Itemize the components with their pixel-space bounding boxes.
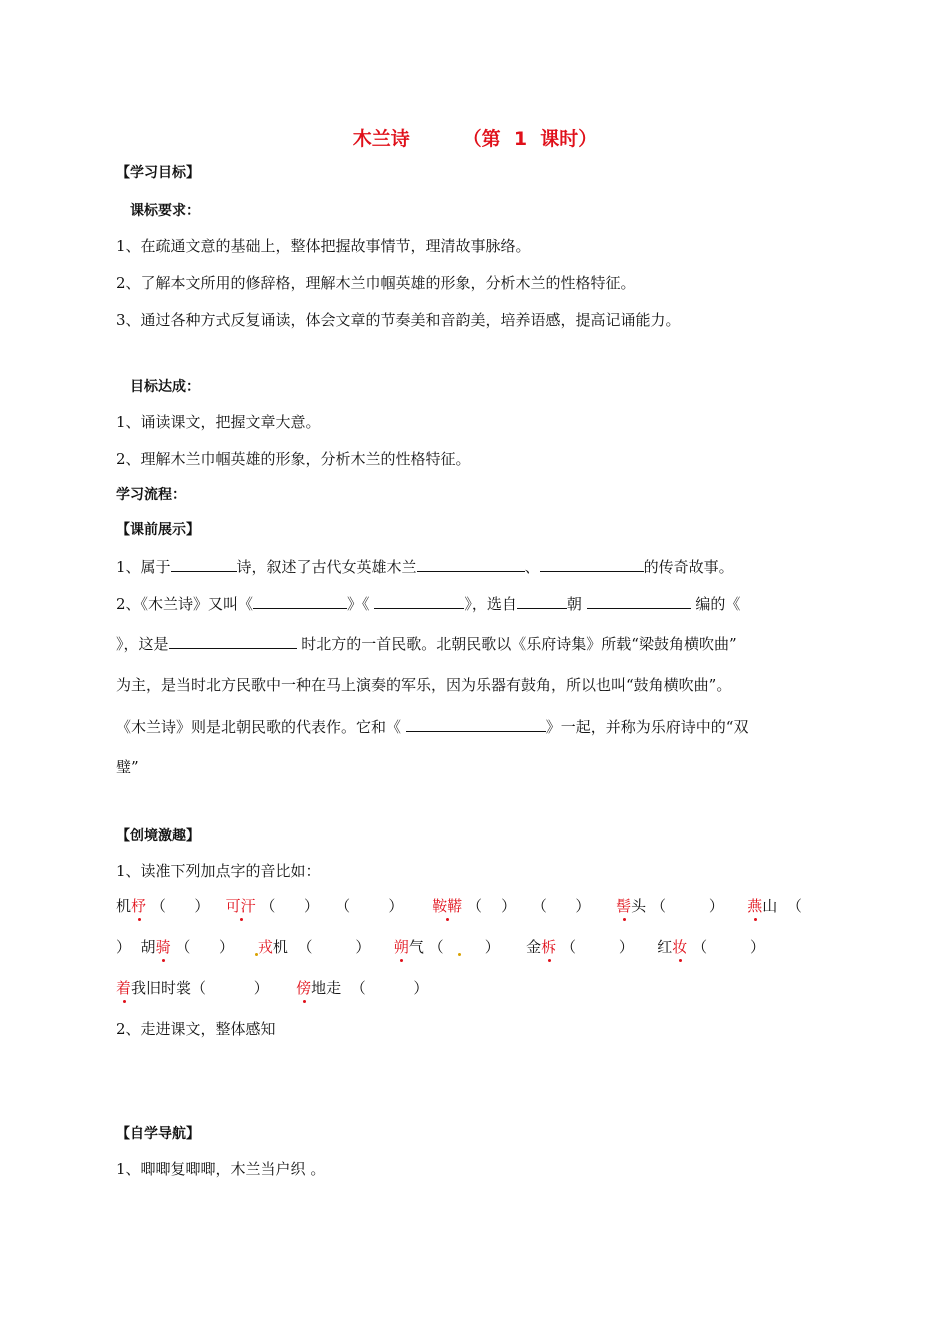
word-dizou: 地走 — [311, 979, 342, 997]
page-title: 木兰诗 （第 1 课时） — [352, 128, 598, 150]
q2-text-i: 》一起，并称为乐府诗中的“双 — [545, 718, 749, 736]
answer-paren[interactable]: （ ） — [191, 979, 269, 997]
q2-text-d: 朝 — [566, 595, 587, 613]
word-qi: 气 — [408, 938, 424, 956]
answer-paren[interactable]: （ ） — [335, 897, 404, 915]
q1-text-b: 诗，叙述了古代女英雄木兰 — [236, 558, 417, 576]
preview-heading: 【课前展示】 — [116, 522, 200, 538]
preview-question-2-line-3: 为主，是当时北方民歌中一种在马上演奏的军乐，因为乐器有鼓角，所以也叫“鼓角横吹曲”。 — [116, 676, 732, 694]
q2-text-f: 》，这是 — [116, 635, 169, 653]
q1-blank-2[interactable] — [417, 555, 525, 572]
answer-paren[interactable]: （ ） — [560, 938, 634, 956]
answer-paren[interactable]: （ ） — [175, 938, 234, 956]
word-hong: 红 — [657, 938, 673, 956]
answer-paren[interactable]: （ ） — [467, 897, 517, 915]
word-ji: 机 — [116, 897, 132, 915]
q2-text-g: 时北方的一首民歌。北朝民歌以《乐府诗集》所载“梁鼓角横吹曲” — [296, 635, 737, 653]
self-study-heading: 【自学导航】 — [116, 1126, 200, 1142]
pronunciation-line-3 — [116, 977, 437, 999]
curriculum-item-1: 1、在疏通文意的基础上，整体把握故事情节，理清故事脉络。 — [116, 237, 531, 255]
preview-question-2-line-4 — [116, 715, 748, 738]
q1-text-c: 、 — [524, 558, 540, 576]
achieve-item-2: 2、理解木兰巾帼英雄的形象，分析木兰的性格特征。 — [116, 450, 471, 468]
dotted-word-kehan: 可汗 — [225, 897, 256, 915]
word-shan: 山 — [762, 897, 778, 915]
q2-blank-6[interactable] — [406, 715, 546, 732]
q2-text-b: 》《 — [347, 595, 375, 613]
answer-paren[interactable]: （ ） — [350, 979, 429, 997]
interest-question-1: 1、读准下列加点字的音比如： — [116, 862, 321, 880]
word-ji3: 机 — [272, 938, 288, 956]
q2-blank-5[interactable] — [169, 632, 297, 649]
word-wojiushichang: 我旧时裳 — [131, 979, 192, 997]
dotted-char-shuo: 朔 — [393, 938, 409, 956]
pronunciation-line-2: ） 胡骑 （ ） 戎机 （ ） 朔气 （ ） 金柝 （ ） 红妆 （ ） — [116, 936, 836, 958]
q1-text-a: 1、属于 — [116, 558, 171, 576]
achieve-heading: 目标达成： — [130, 379, 200, 395]
answer-paren[interactable]: （ ） — [150, 897, 210, 915]
q1-text-d: 的传奇故事。 — [643, 558, 734, 576]
q1-blank-3[interactable] — [540, 555, 644, 572]
dotted-char-zhuang: 妆 — [672, 938, 688, 956]
q2-blank-1[interactable] — [253, 592, 347, 609]
preview-question-2-line-2 — [116, 632, 737, 655]
dotted-char-tuo: 柝 — [541, 938, 557, 956]
q2-text-c: 》，选自 — [464, 595, 517, 613]
q2-blank-3[interactable] — [517, 592, 567, 609]
dotted-char-ji: 髻 — [616, 897, 632, 915]
q2-blank-2[interactable] — [374, 592, 464, 609]
dotted-char-yan: 燕 — [747, 897, 763, 915]
answer-paren[interactable]: （ ） — [260, 897, 319, 915]
q2-blank-4[interactable] — [587, 592, 691, 609]
dotted-char-zhu: 杼 — [131, 897, 147, 915]
answer-paren[interactable]: （ ） — [531, 897, 591, 915]
interest-question-2: 2、走进课文，整体感知 — [116, 1020, 276, 1038]
pronunciation-line-1: 机杼 （ ） 可汗 （ ） （ ） 鞍鞯 （ ） （ ） 髻头 （ ） 燕山 （ — [116, 897, 802, 915]
curriculum-heading: 课标要求： — [130, 203, 200, 219]
preview-question-2-line-5: 璧” — [116, 758, 139, 776]
curriculum-item-3: 3、通过各种方式反复诵读，体会文章的节奏美和音韵美，培养语感，提高记诵能力。 — [116, 311, 681, 329]
answer-paren[interactable]: （ ） — [297, 938, 371, 956]
achieve-item-1: 1、诵读课文，把握文章大意。 — [116, 413, 321, 431]
self-study-question-1: 1、唧唧复唧唧，木兰当户织 。 — [116, 1160, 326, 1178]
dotted-char-zhuo: 着 — [116, 979, 132, 997]
q2-text-h: 《木兰诗》则是北朝民歌的代表作。它和《 — [116, 718, 406, 736]
char-rong: 戎 — [257, 938, 273, 956]
process-heading: 学习流程： — [116, 487, 186, 503]
dotted-char-bang: 傍 — [296, 979, 312, 997]
preview-question-1 — [116, 555, 734, 578]
goals-heading: 【学习目标】 — [116, 165, 200, 181]
preview-question-2-line-1 — [116, 592, 740, 615]
word-jin: 金 — [526, 938, 542, 956]
q1-blank-1[interactable] — [171, 555, 237, 572]
answer-paren[interactable]: （ ） — [692, 938, 766, 956]
dotted-char-ji2: 骑 — [155, 938, 171, 956]
q2-text-a: 2、《木兰诗》又叫《 — [116, 595, 254, 613]
interest-heading: 【创境激趣】 — [116, 828, 200, 844]
answer-paren[interactable]: （ ） — [650, 897, 724, 915]
dotted-word-anjian: 鞍鞯 — [432, 897, 463, 915]
curriculum-item-2: 2、了解本文所用的修辞格，理解木兰巾帼英雄的形象，分析木兰的性格特征。 — [116, 274, 636, 292]
word-hu: 胡 — [140, 938, 156, 956]
answer-paren[interactable]: （ ） — [428, 938, 500, 956]
q2-text-e: 编的《 — [690, 595, 741, 613]
word-tou: 头 — [631, 897, 647, 915]
